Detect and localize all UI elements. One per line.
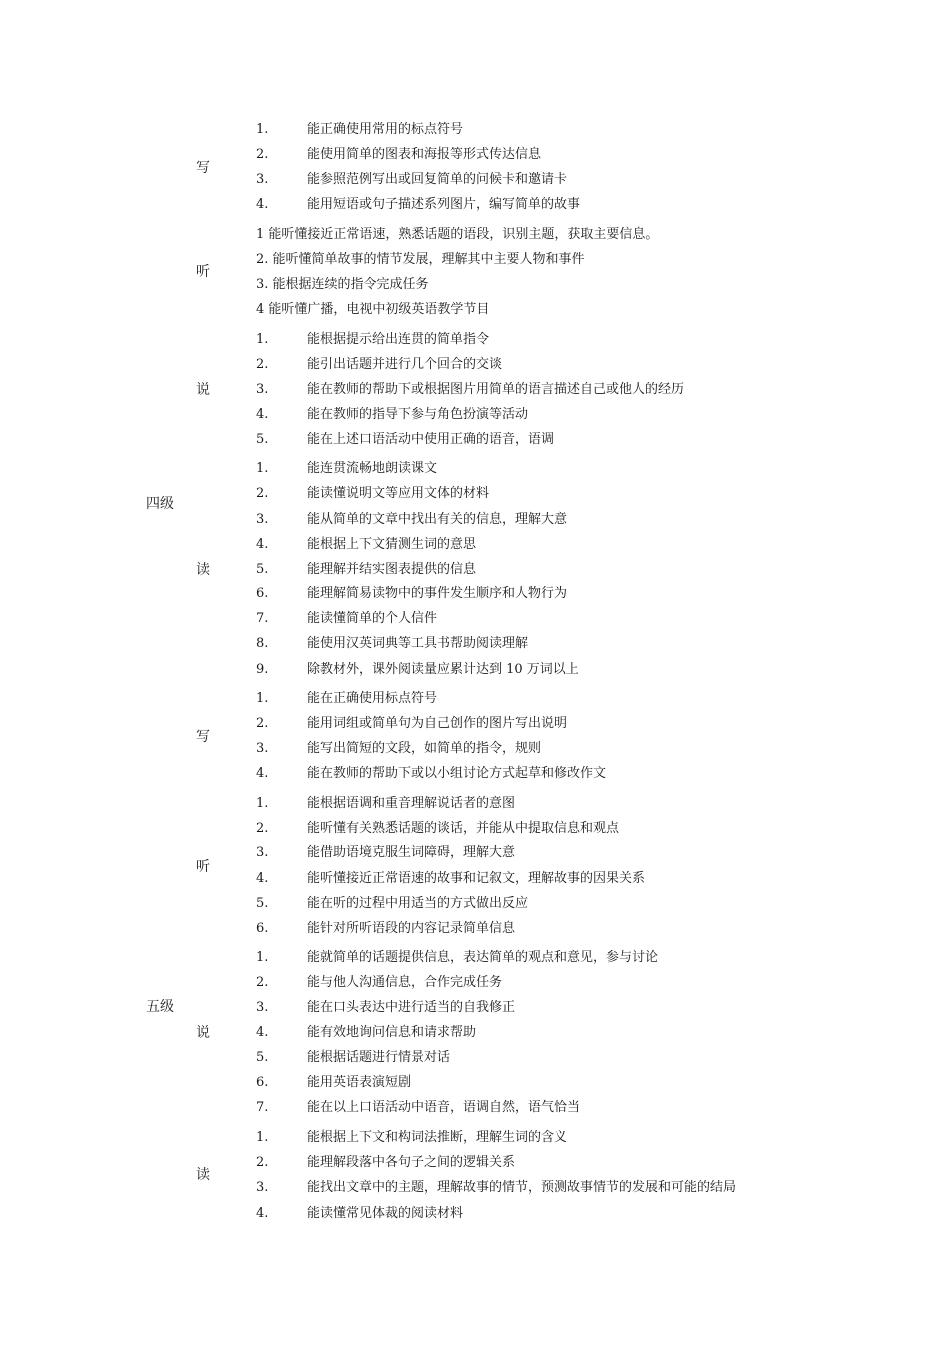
skill-label-read: 读	[196, 562, 210, 578]
level-label-5: 五级	[146, 999, 174, 1015]
skill-label-write: 写	[196, 729, 210, 745]
skill-label-read: 读	[196, 1167, 210, 1183]
skill-label-write: 写	[196, 160, 210, 176]
skill-label-listen: 听	[196, 264, 210, 280]
document-page: 四级 五级 写 1. 能正确使用常用的标点符号 2. 能使用简单的图表和海报等形式传达信息 3. 能参照范例写出或回复简单的问候卡和邀请卡 4. 能用短语或句子描述系列图片，编写简单的故事 听 1 能听懂接近正常语速，熟悉话题的语段，识别主题，获取主要信息。 2. 能听懂简单故事的情节发展，理解其中主要人物和事件 3. 能根据连续的指令完成任务 4 能听懂广播，电视中初级英语教学节目 说 1. 能根据提示给出连贯的简单指令 2. 能引出话题并进行几个回合的交谈 3. 能在教师的帮助下或根据图片用简单的语言描述自己或他人的经历 4. 能在教师的指导下参与角色扮演等活动 5. 能在上述口语活动中使用正确的语音，语调 读 1. 能连贯流畅地朗读课文 2. 能读懂说明文等应用文体的材料 3. 能从简单的文章中找出有关的信息，理解大意 4. 能根据上下文猜测生词的意思 5. 能理解并结实图表提供的信息 6. 能理解简易读物中的事件发生顺序和人物行为 7. 能读懂简单的个人信件 8. 能使用汉英词典等工具书帮助阅读理解 9. 除教材外，课外阅读量应累计达到 10 万词以上 写 1. 能在正确使用标点符号 2. 能用词组或简单句为自己创作的图片写出说明 3. 能写出简短的文段，如简单的指令，规则 4. 能在教师的帮助下或以小组讨论方式起草和修改作文 听 1. 能根据语调和重音理解说话者的意图 2. 能听懂有关熟悉话题的谈话，并能从中提取信息和观点 3. 能借助语境克服生词障碍，理解大意 4. 能听懂接近正常语速的故事和记叙文，理解故事的因果关系 5. 能在听的过程中用适当的方式做出反应 6. 能针对所听语段的内容记录简单信息 说 1. 能就简单的话题提供信息，表达简单的观点和意见，参与讨论 2. 能与他人沟通信息，合作完成任务 3. 能在口头表达中进行适当的自我修正 4. 能有效地询问信息和请求帮助 5. 能根据话题进行情景对话 6. 能用英语表演短剧 7. 能在以上口语活动中语音，语调自然，语气恰当 读 1. 能根据上下文和构词法推断，理解生词的含义 2. 能理解段落中各句子之间的逻辑关系 3. 能找出文章中的主题，理解故事的情节，预测故事情节的发展和可能的结局 4. 能读懂常见体裁的阅读材料	[146, 122, 737, 1221]
skill-label-speak: 说	[196, 382, 210, 398]
skill-label-listen: 听	[196, 859, 210, 875]
skill-label-speak: 说	[196, 1025, 210, 1041]
level-label-4: 四级	[146, 496, 174, 512]
